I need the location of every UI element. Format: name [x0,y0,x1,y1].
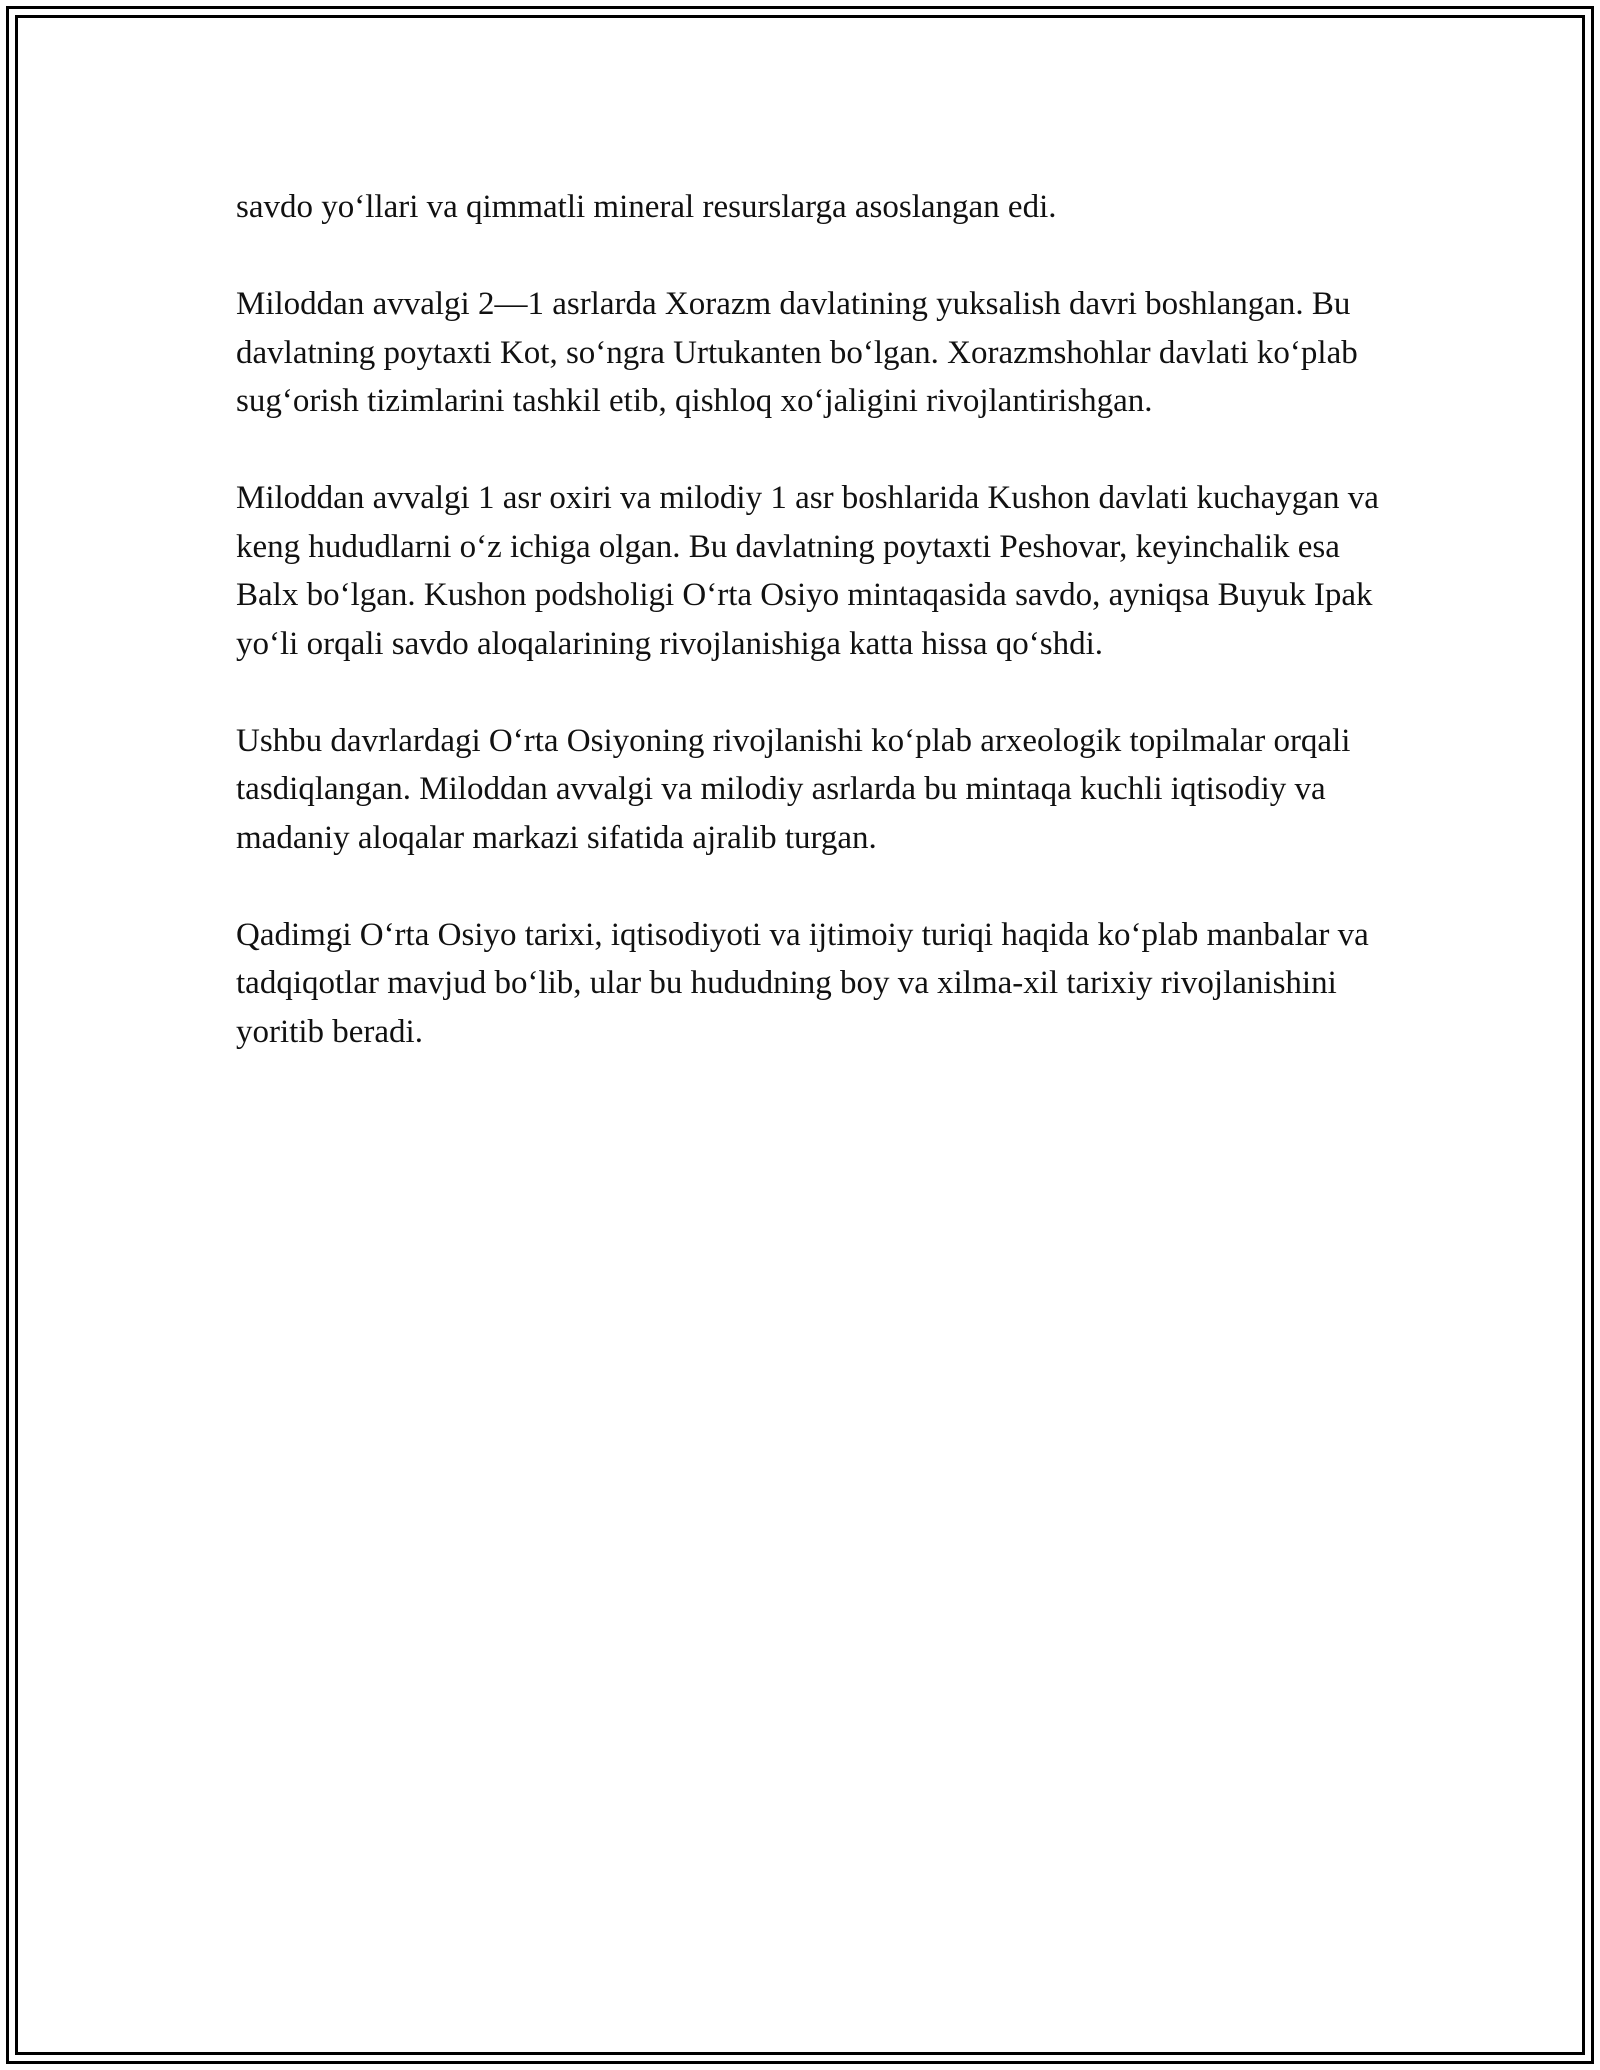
document-body [236,183,1386,1105]
paragraph-kushan: Miloddan avvalgi 1 asr oxiri va milodiy 1 asr boshlarida Kushon davlati kuchaygan va keng hududlarni o‘z ichiga olgan. Bu davlatning poytaxti Peshovar, keyinchalik esa Balx bo‘lgan. Kushon podsholigi O‘rta Osiyo mintaqasida savdo, ayniqsa Buyuk Ipak yo‘li orqali savdo aloqalarining rivojlanishiga katta hissa qo‘shdi. [236,480,1379,662]
paragraph-khorezm: Miloddan avvalgi 2—1 asrlarda Xorazm davlatining yuksalish davri boshlangan. Bu davlatning poytaxti Kot, so‘ngra Urtukanten bo‘lgan. Xorazmshohlar davlati ko‘plab sug‘orish tizimlarini tashkil etib, qishloq xo‘jaligini rivojlantirishgan. [236,286,1358,419]
paragraph-sources: Qadimgi O‘rta Osiyo tarixi, iqtisodiyoti va ijtimoiy turiqi haqida ko‘plab manbalar va tadqiqotlar mavjud bo‘lib, ular bu hududning boy va xilma-xil tarixiy rivojlanishini yoritib beradi. [236,916,1369,1050]
paragraph-archaeology: Ushbu davrlardagi O‘rta Osiyoning rivojlanishi ko‘plab arxeologik topilmalar orqali tasdiqlangan. Miloddan avvalgi va milodiy asrlarda bu mintaqa kuchli iqtisodiy va madaniy aloqalar markazi sifatida ajralib turgan. [236,722,1351,856]
paragraph-continuation: savdo yo‘llari va qimmatli mineral resurslarga asoslangan edi. [236,189,1057,225]
